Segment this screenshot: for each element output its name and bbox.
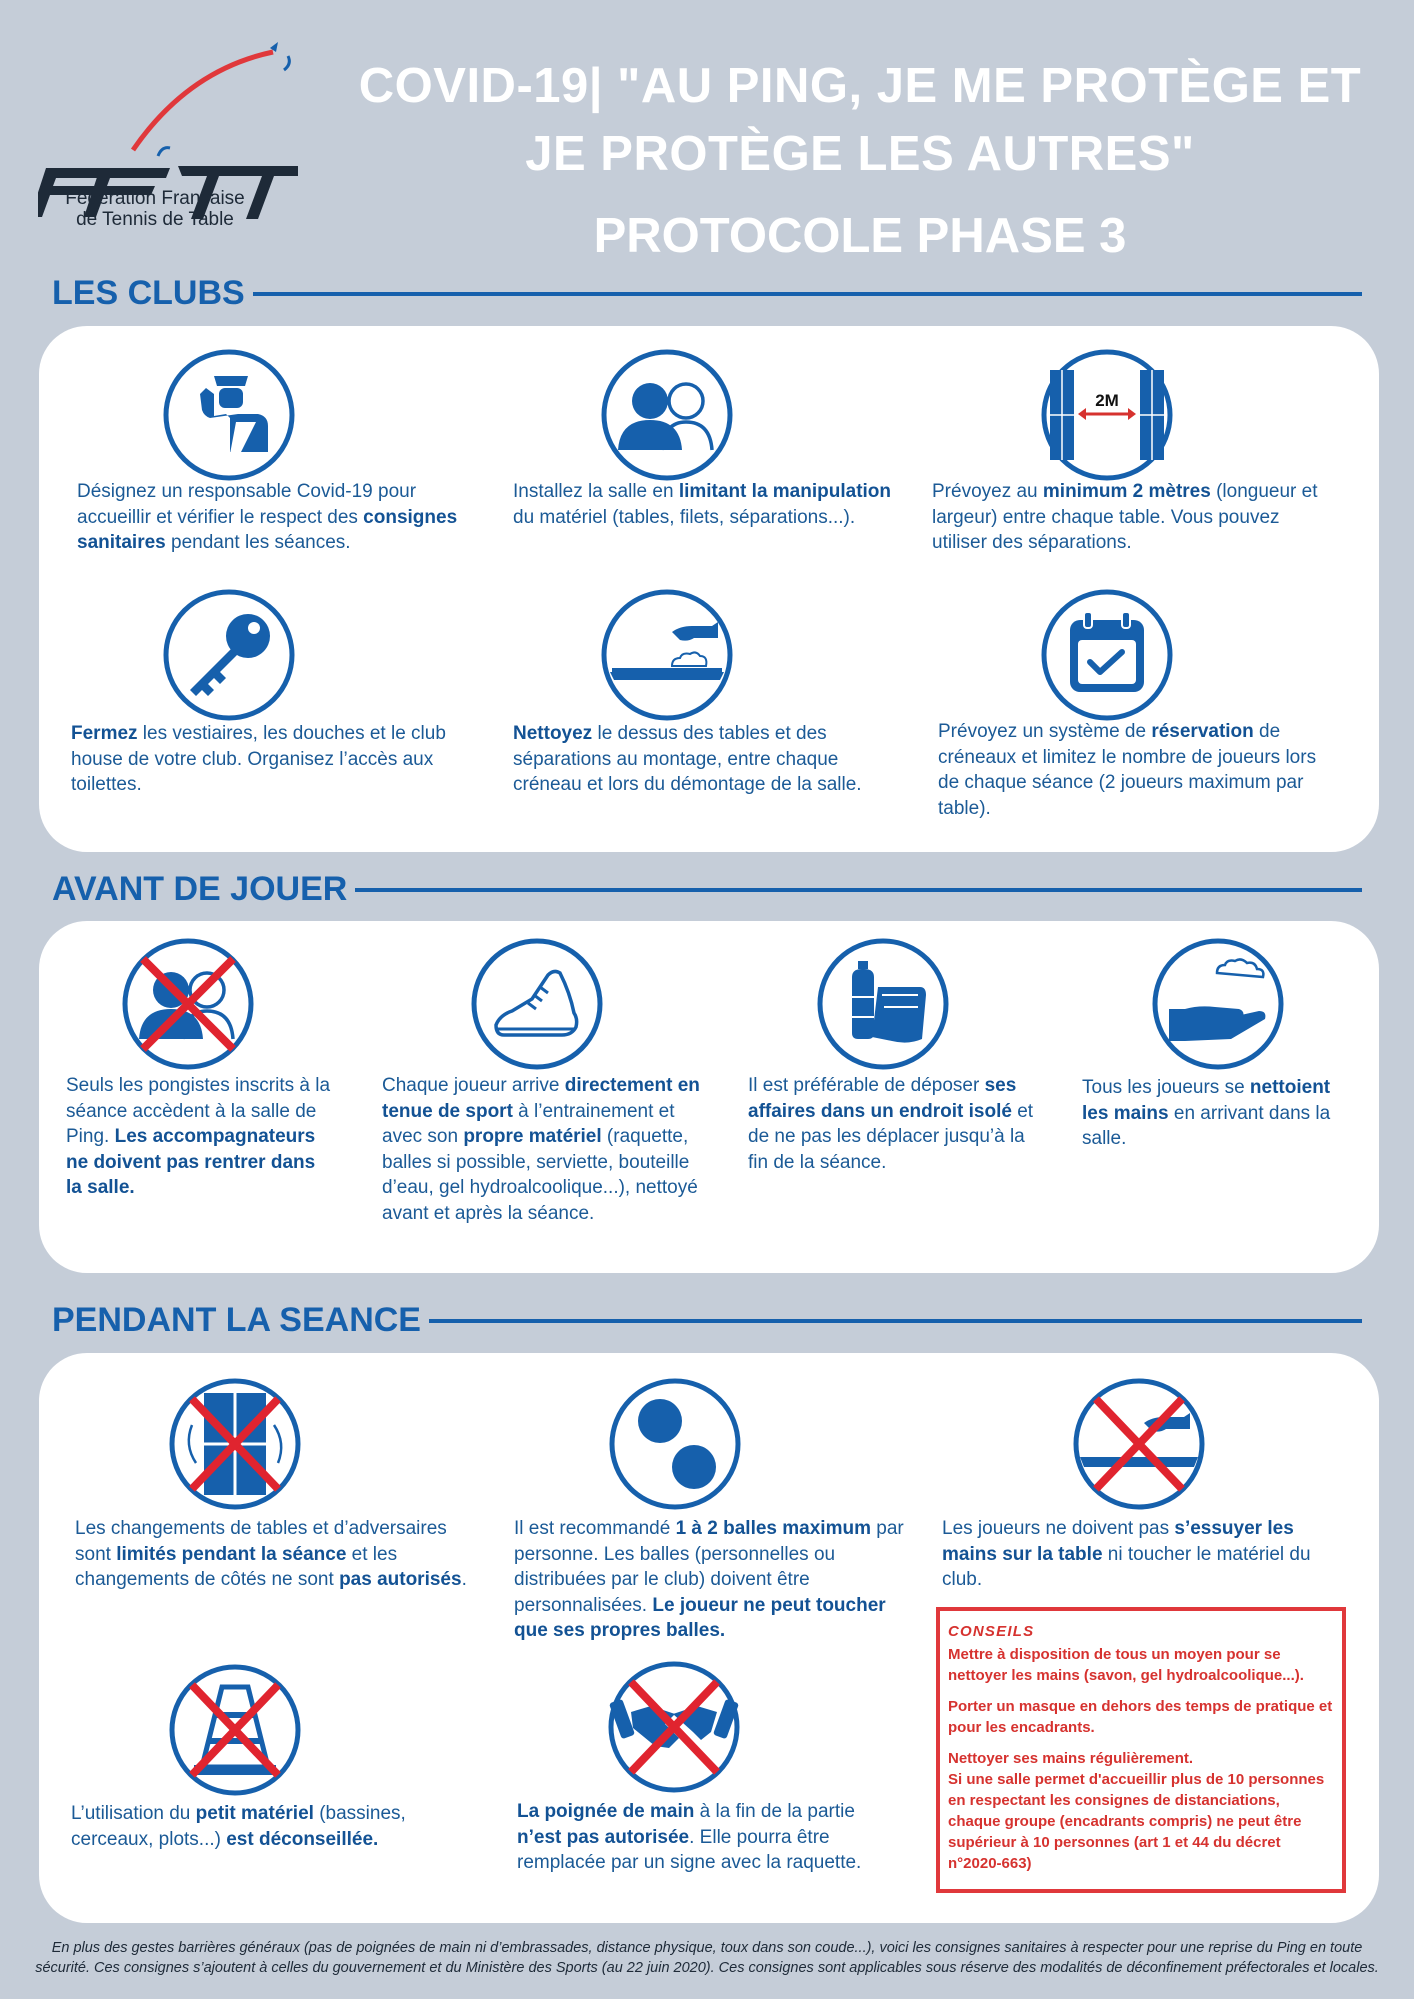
- clubs-item-4-text: Fermez les vestiaires, les douches et le club house de votre club. Organisez l’accès aux toilettes.: [71, 723, 446, 795]
- clubs-item-2-text: Installez la salle en limitant la manipulation du matériel (tables, filets, séparations...).: [513, 481, 892, 528]
- section-heading-clubs: LES CLUBS: [52, 274, 1362, 313]
- avant-item-4-text: Tous les joueurs se nettoient les mains en arrivant dans la salle.: [1082, 1077, 1331, 1149]
- key-icon: [162, 588, 296, 722]
- conseils-title: CONSEILS: [948, 1623, 1035, 1640]
- pendant-item-5-text: La poignée de main à la fin de la partie n’est pas autorisée. Elle pourra être remplacée par un signe avec la raquette.: [517, 1801, 862, 1873]
- page-title: COVID-19| "AU PING, JE ME PROTÈGE ET JE PROTÈGE LES AUTRES": [358, 59, 1362, 181]
- avant-item-1-text: Seuls les pongistes inscrits à la séance accèdent à la salle de Ping. Les accompagnateurs ne doivent pas rentrer dans la salle.: [66, 1075, 331, 1198]
- page-subtitle: PROTOCOLE PHASE 3: [593, 209, 1127, 263]
- avant-item-3-text: Il est préférable de déposer ses affaires dans un endroit isolé et de ne pas les déplacer jusqu’à la fin de la séance.: [748, 1075, 1034, 1173]
- conseils-tip-2: Porter un masque en dehors des temps de pratique et pour les encadrants.: [948, 1698, 1333, 1736]
- no-handshake-icon: [607, 1660, 741, 1794]
- conseils-tip-1: Mettre à disposition de tous un moyen pour se nettoyer les mains (savon, gel hydroalcoolique...).: [948, 1646, 1304, 1684]
- clubs-item-5-text: Nettoyez le dessus des tables et des séparations au montage, entre chaque créneau et lors du démontage de la salle.: [513, 723, 862, 795]
- table-distance-icon: [1040, 348, 1174, 482]
- hand-washing-icon: [1151, 937, 1285, 1071]
- federation-name: Fédération Française de Tennis de Table: [65, 188, 245, 230]
- conseils-tip-3b: Si une salle permet d'accueillir plus de 10 personnes en respectant les consignes de distanciations, chaque groupe (encadrants compris) ne peut être supérieur à 10 personnes (art 1 et 44 du décret n°2020-663): [948, 1771, 1325, 1872]
- svg-text:2M: 2M: [1095, 391, 1119, 410]
- balls-icon: [608, 1377, 742, 1511]
- pendant-item-1-text: Les changements de tables et d’adversaires sont limités pendant la séance et les changements de côtés ne sont pas autorisés.: [75, 1518, 467, 1590]
- no-small-equipment-icon: [168, 1663, 302, 1797]
- no-table-change-icon: [168, 1377, 302, 1511]
- conseils-tip-3a: Nettoyer ses mains régulièrement.: [948, 1750, 1194, 1767]
- clubs-item-6-text: Prévoyez un système de réservation de créneaux et limitez le nombre de joueurs lors de chaque séance (2 joueurs maximum par table).: [938, 721, 1317, 819]
- pendant-item-4-text: L’utilisation du petit matériel (bassines, cerceaux, plots...) est déconseillée.: [71, 1803, 406, 1850]
- no-wiping-hands-icon: [1072, 1377, 1206, 1511]
- footer-note: En plus des gestes barrières généraux (pas de poignées de main ni d’embrassades, distance physique, toux dans son coude...), voici les consignes sanitaires à respecter pour une reprise du Ping en toute sécurité. Ces consignes s’ajoutent à celles du gouvernement et du Ministère des Sports (au 22 juin 2020). Ces consignes sont applicables sous réserve des modalités de déconfinement préfectorales et locales.: [35, 1940, 1379, 1976]
- security-guard-icon: [162, 348, 296, 482]
- pendant-item-2-text: Il est recommandé 1 à 2 balles maximum par personne. Les balles (personnelles ou distribuées par le club) doivent être personnalisées. Le joueur ne peut toucher que ses propres balles.: [514, 1518, 904, 1641]
- clubs-item-1-text: Désignez un responsable Covid-19 pour accueillir et vérifier le respect des consignes sanitaires pendant les séances.: [77, 481, 458, 553]
- pendant-item-3-text: Les joueurs ne doivent pas s’essuyer les mains sur la table ni toucher le matériel du club.: [942, 1518, 1311, 1590]
- calendar-icon: [1040, 588, 1174, 722]
- cleaning-table-icon: [600, 588, 734, 722]
- no-companions-icon: [121, 937, 255, 1071]
- clubs-item-3-text: Prévoyez au minimum 2 mètres (longueur et largeur) entre chaque table. Vous pouvez utiliser des séparations.: [932, 481, 1318, 553]
- people-icon: [600, 348, 734, 482]
- belongings-icon: [816, 937, 950, 1071]
- conseils-box: [936, 1607, 1346, 1893]
- avant-item-2-text: Chaque joueur arrive directement en tenue de sport à l’entrainement et avec son propre matériel (raquette, balles si possible, serviette, bouteille d’eau, gel hydroalcoolique...), nettoyé avant et après la séance.: [382, 1075, 700, 1224]
- section-heading-avant: AVANT DE JOUER: [52, 870, 1362, 909]
- section-heading-pendant: PENDANT LA SEANCE: [52, 1301, 1362, 1340]
- sport-shoe-icon: [470, 937, 604, 1071]
